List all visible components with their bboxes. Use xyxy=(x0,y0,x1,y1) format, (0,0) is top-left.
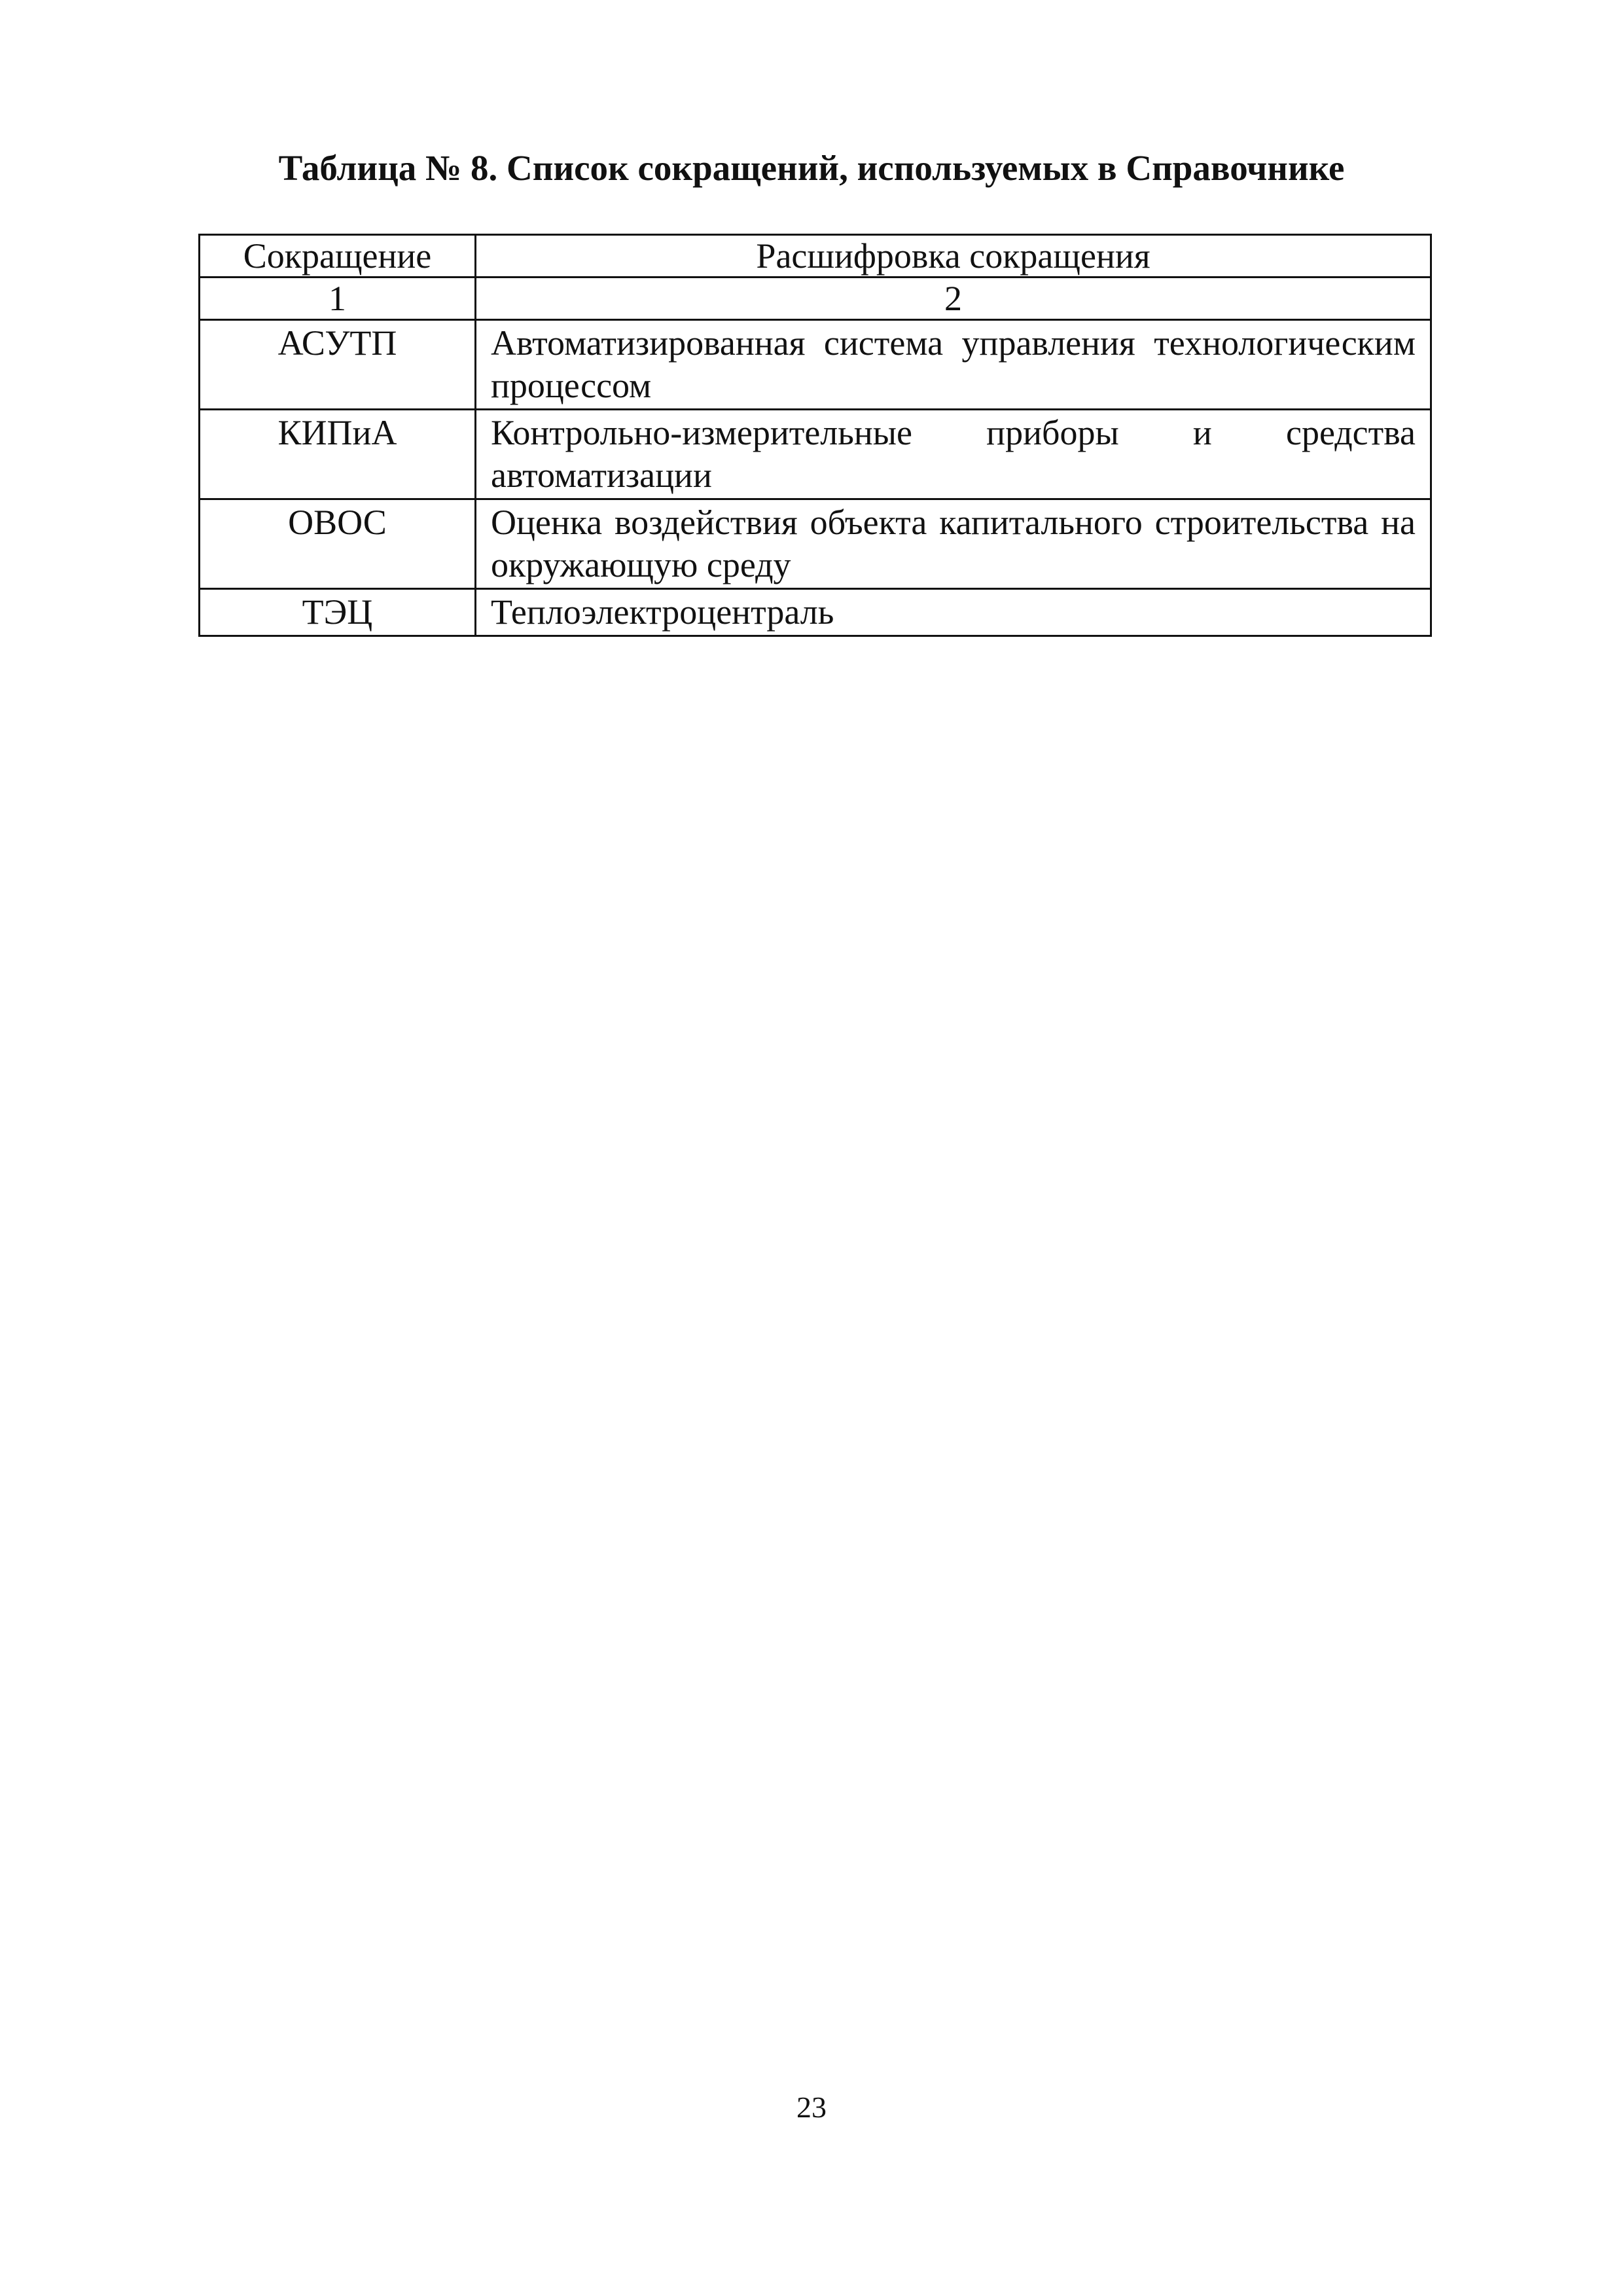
page-title: Таблица № 8. Список сокращений, используемых в Справочнике xyxy=(278,148,1345,188)
column-number: 1 xyxy=(200,278,476,320)
decoding-cell: Контрольно-измерительные приборы и средства автоматизации xyxy=(476,410,1431,499)
table-row xyxy=(200,589,1431,636)
table-row xyxy=(200,410,1431,499)
table-header-row xyxy=(200,235,1431,278)
column-number: 2 xyxy=(476,278,1431,320)
decoding-cell: Оценка воздействия объекта капитального строительства на окружающую среду xyxy=(476,499,1431,589)
page-number: 23 xyxy=(796,2090,827,2124)
column-header-decoding: Расшифровка сокращения xyxy=(476,235,1431,278)
abbreviations-table xyxy=(198,234,1432,637)
abbreviation-cell: АСУТП xyxy=(200,320,476,410)
abbreviation-cell: ТЭЦ xyxy=(200,589,476,636)
table-row xyxy=(200,320,1431,410)
table-row xyxy=(200,499,1431,589)
decoding-cell: Автоматизированная система управления технологическим процессом xyxy=(476,320,1431,410)
abbreviation-cell: КИПиА xyxy=(200,410,476,499)
abbreviation-cell: ОВОС xyxy=(200,499,476,589)
decoding-cell: Теплоэлектроцентраль xyxy=(476,589,1431,636)
column-header-abbreviation: Сокращение xyxy=(200,235,476,278)
column-number-row xyxy=(200,278,1431,320)
